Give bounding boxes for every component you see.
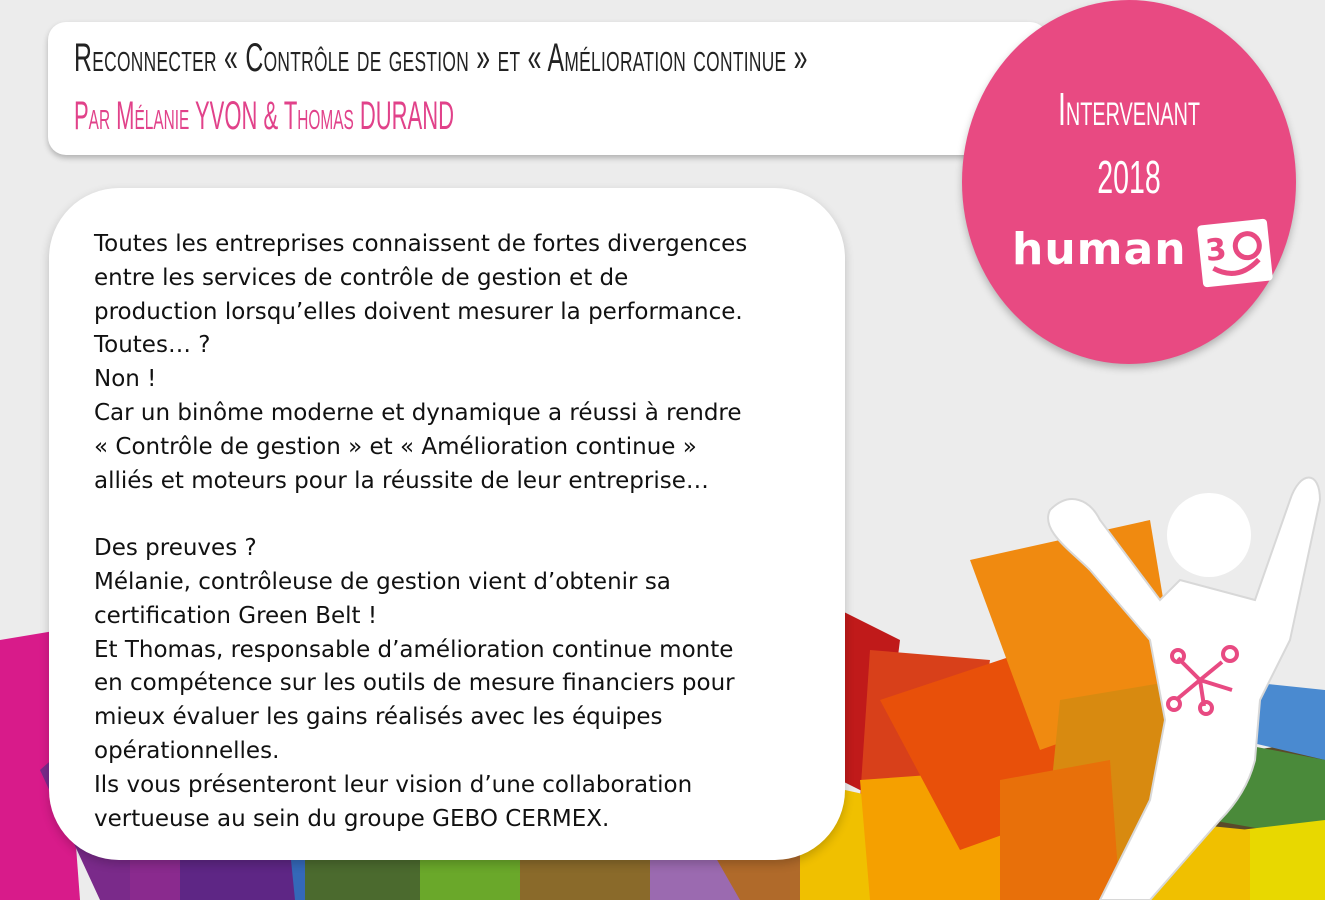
text-line: Des preuves ?: [94, 535, 257, 562]
text-line: opérationnelles.: [94, 737, 280, 764]
text-line: alliés et moteurs pour la réussite de leur entreprise…: [94, 467, 709, 494]
network-icon: [1160, 640, 1250, 720]
logo-mark-graphic: [1197, 219, 1273, 288]
color-block: [1000, 760, 1120, 900]
svg-text:3: 3: [1203, 231, 1229, 269]
badge-label: Intervenant: [1057, 83, 1201, 135]
text-line: Ils vous présenteront leur vision d’une collaboration: [94, 771, 693, 798]
text-line: certification Green Belt !: [94, 602, 378, 629]
page-subtitle: Par Mélanie YVON & Thomas DURAND: [74, 94, 454, 138]
title-card: [48, 22, 1048, 155]
logo-mark: [1197, 219, 1273, 288]
text-line: vertueuse au sein du groupe GEBO CERMEX.: [94, 805, 610, 832]
badge-year: 2018: [1097, 151, 1161, 203]
description-card: [49, 188, 845, 860]
text-line: Toutes les entreprises connaissent de fortes divergences: [94, 231, 748, 257]
page-title: Reconnecter « Contrôle de gestion » et « Amélioration continue »: [74, 36, 808, 80]
text-line: Et Thomas, responsable d’amélioration continue monte: [94, 636, 734, 663]
text-line: « Contrôle de gestion » et « Amélioration continue »: [94, 433, 697, 460]
logo-text: human: [1012, 224, 1187, 275]
text-line: Toutes… ?: [94, 332, 211, 359]
text-line: en compétence sur les outils de mesure financiers pour: [94, 670, 735, 697]
text-line: Mélanie, contrôleuse de gestion vient d’obtenir sa: [94, 568, 671, 595]
text-line: mieux évaluer les gains réalisés avec les équipes: [94, 704, 663, 731]
color-block: [1240, 820, 1325, 900]
text-line: Car un binôme moderne et dynamique a réussi à rendre: [94, 399, 742, 426]
description-text: [94, 228, 834, 836]
text-line: [94, 498, 834, 532]
text-line: Non !: [94, 366, 157, 393]
text-line: production lorsqu’elles doivent mesurer la performance.: [94, 298, 743, 325]
speaker-badge: [962, 0, 1296, 364]
text-line: entre les services de contrôle de gestion et de: [94, 264, 629, 291]
